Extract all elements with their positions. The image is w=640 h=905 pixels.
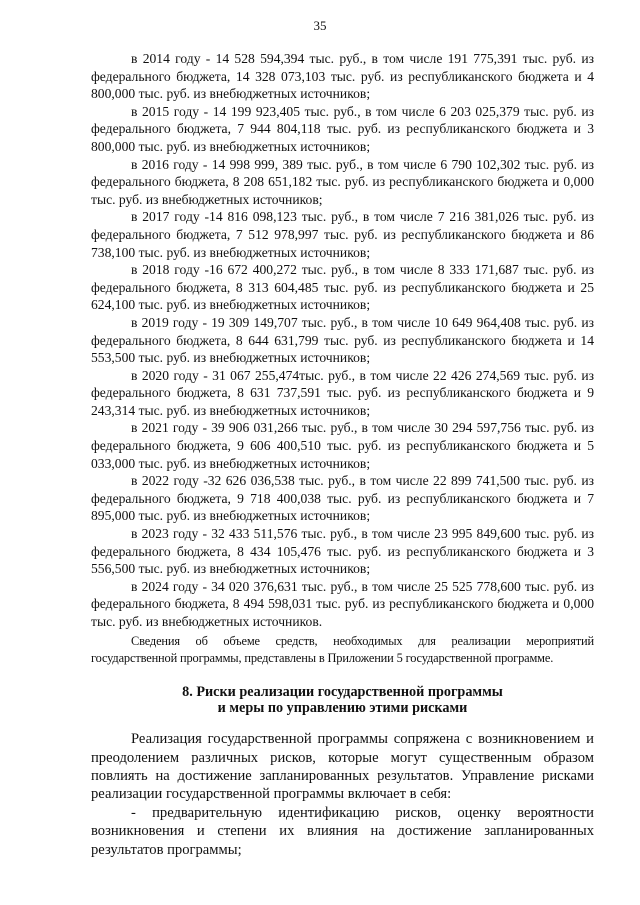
funding-paragraph-2019: в 2019 году - 19 309 149,707 тыс. руб., в том числе 10 649 964,408 тыс. руб. из федерального бюджета, 8 644 631,799 тыс. руб. из республиканского бюджета и 14 553,500 тыс. руб. из внебюджетных источников; xyxy=(91,314,594,366)
funding-paragraph-2022: в 2022 году -32 626 036,538 тыс. руб., в том числе 22 899 741,500 тыс. руб. из федерального бюджета, 9 718 400,038 тыс. руб. из республиканского бюджета и 7 895,000 тыс. руб. из внебюджетных источников; xyxy=(91,473,594,524)
appendix-note: Сведения об объеме средств, необходимых для реализации мероприятий государственной программы, представлены в Приложении 5 государственной программе. xyxy=(91,633,594,665)
risk-intro-paragraph: Реализация государственной программы сопряжена с возникновением и преодолением различных рисков, которые могут существенным образом повлиять на достижение запланированных результатов. Управление рисками реализации государственной программы включает в себя: xyxy=(91,731,594,803)
funding-paragraph-2020: в 2020 году - 31 067 255,474тыс. руб., в том числе 22 426 274,569 тыс. руб. из федерального бюджета, 8 631 737,591 тыс. руб. из республиканского бюджета и 9 243,314 тыс. руб. из внебюджетных источников; xyxy=(91,367,594,418)
funding-paragraph-2021: в 2021 году - 39 906 031,266 тыс. руб., в том числе 30 294 597,756 тыс. руб. из федерального бюджета, 9 606 400,510 тыс. руб. из республиканского бюджета и 5 033,000 тыс. руб. из внебюджетных источников; xyxy=(91,420,594,471)
funding-paragraph-2024: в 2024 году - 34 020 376,631 тыс. руб., в том числе 25 525 778,600 тыс. руб. из федерального бюджета, 8 494 598,031 тыс. руб. из республиканского бюджета и 0,000 тыс. руб. из внебюджетных источников. xyxy=(91,578,594,629)
risk-list-item-1: - предварительную идентификацию рисков, оценку вероятности возникновения и степени их влияния на достижение запланированных результатов программы; xyxy=(91,804,594,858)
funding-paragraph-2014: в 2014 году - 14 528 594,394 тыс. руб., в том числе 191 775,391 тыс. руб. из федерального бюджета, 14 328 073,103 тыс. руб. из республиканского бюджета и 4 800,000 тыс. руб. из внебюджетных источников; xyxy=(91,51,594,102)
funding-paragraph-2016: в 2016 году - 14 998 999, 389 тыс. руб., в том числе 6 790 102,302 тыс. руб. из федерального бюджета, 8 208 651,182 тыс. руб. из республиканского бюджета и 0,000 тыс. руб. из внебюджетных источников; xyxy=(91,156,594,207)
section-heading xyxy=(91,685,594,716)
page-body xyxy=(91,50,594,859)
funding-paragraph-2017: в 2017 году -14 816 098,123 тыс. руб., в том числе 7 216 381,026 тыс. руб. из федерального бюджета, 7 512 978,997 тыс. руб. из республиканского бюджета и 86 738,100 тыс. руб. из внебюджетных источников; xyxy=(91,209,594,260)
section-heading-line-1: 8. Риски реализации государственной программы xyxy=(182,684,503,700)
funding-paragraph-2023: в 2023 году - 32 433 511,576 тыс. руб., в том числе 23 995 849,600 тыс. руб. из федерального бюджета, 8 434 105,476 тыс. руб. из республиканского бюджета и 3 556,500 тыс. руб. из внебюджетных источников; xyxy=(91,526,594,577)
page-number: 35 xyxy=(313,18,327,33)
funding-paragraph-2018: в 2018 году -16 672 400,272 тыс. руб., в том числе 8 333 171,687 тыс. руб. из федерального бюджета, 8 313 604,485 тыс. руб. из республиканского бюджета и 25 624,100 тыс. руб. из внебюджетных источников; xyxy=(91,262,594,313)
section-heading-line-2: и меры по управлению этими рисками xyxy=(217,699,468,716)
funding-paragraph-2015: в 2015 году - 14 199 923,405 тыс. руб., в том числе 6 203 025,379 тыс. руб. из федерального бюджета, 7 944 804,118 тыс. руб. из республиканского бюджета и 3 800,000 тыс. руб. из внебюджетных источников; xyxy=(91,103,594,154)
